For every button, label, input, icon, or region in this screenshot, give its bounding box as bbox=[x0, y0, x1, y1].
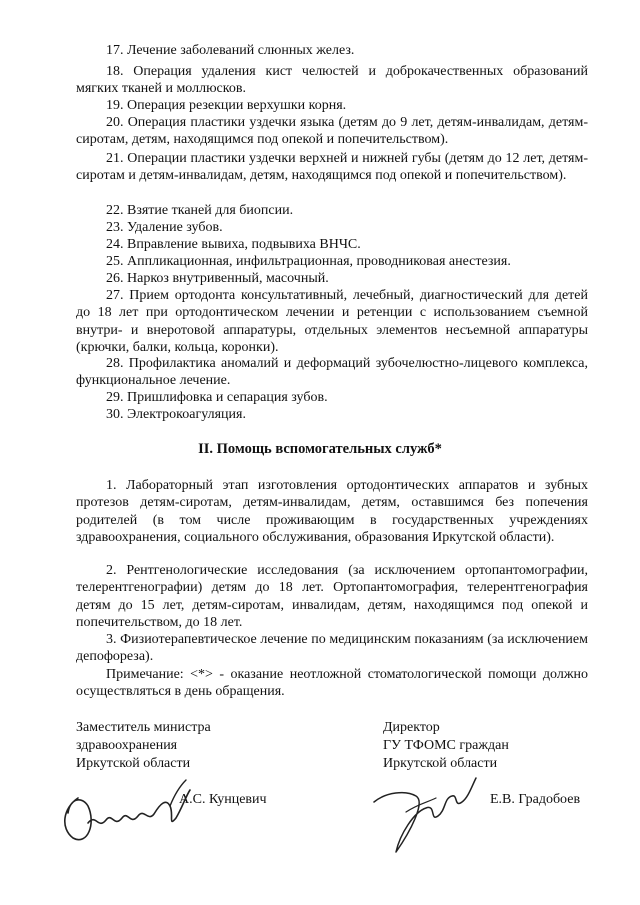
list-item: 17. Лечение заболеваний слюнных желез. bbox=[106, 43, 355, 58]
right-signatory-name: Е.В. Градобоев bbox=[490, 792, 581, 807]
list-item: 24. Вправление вывиха, подвывиха ВНЧС. bbox=[106, 237, 361, 252]
list-item: 26. Наркоз внутривенный, масочный. bbox=[106, 271, 329, 286]
list-item: 23. Удаление зубов. bbox=[106, 220, 223, 235]
list-item: 27. Прием ортодонта консультативный, лечебный, диагностический для детей до 18 лет при ортодонтическом лечении и ретенции с использованием съемной внутри- и внеротовой аппаратуры, отдельных элементов несъемной аппаратуры (крючки, балки, кольца, коронки). bbox=[76, 288, 588, 355]
left-signatory-title: здравоохранения bbox=[76, 738, 178, 753]
right-signatory-title: Директор bbox=[383, 720, 440, 735]
list-item: 20. Операция пластики уздечки языка (детям до 9 лет, детям-инвалидам, детям-сиротам, детям, находящимся под опекой и попечительством). bbox=[76, 115, 588, 148]
left-signatory-name: А.С. Кунцевич bbox=[179, 792, 267, 807]
right-signatory-title: ГУ ТФОМС граждан bbox=[383, 738, 509, 753]
section-heading: II. Помощь вспомогательных служб* bbox=[198, 441, 442, 457]
right-signatory-title: Иркутской области bbox=[383, 756, 498, 771]
section-item: 2. Рентгенологические исследования (за исключением ортопантомографии, телерентгенографии) детям до 18 лет. Ортопантомография, телерентгенография детям до 15 лет, детям-сиротам, инвалидам, детям, находящимся под опекой и попечительством, до 18 лет. bbox=[76, 563, 588, 630]
left-signatory-title: Заместитель министра bbox=[76, 720, 211, 735]
list-item: 25. Аппликационная, инфильтрационная, проводниковая анестезия. bbox=[106, 254, 511, 269]
section-item: 1. Лабораторный этап изготовления ортодонтических аппаратов и зубных протезов детям-сиротам, детям-инвалидам, детям, оставшимся без попечения родителей (в том числе проживающим в государственных учреждениях здравоохранения, социального обслуживания, образования Иркутской области). bbox=[76, 478, 588, 545]
list-item: 28. Профилактика аномалий и деформаций зубочелюстно-лицевого комплекса, функциональное лечение. bbox=[76, 356, 588, 389]
list-item: 18. Операция удаления кист челюстей и доброкачественных образований мягких тканей и моллюсков. bbox=[76, 64, 588, 97]
left-signatory-title: Иркутской области bbox=[76, 756, 191, 771]
list-item: 21. Операции пластики уздечки верхней и нижней губы (детям до 12 лет, детям-сиротам и детям-инвалидам, детям, находящимся под опекой и попечительством). bbox=[76, 151, 588, 184]
list-item: 29. Пришлифовка и сепарация зубов. bbox=[106, 390, 328, 405]
list-item: 22. Взятие тканей для биопсии. bbox=[106, 203, 294, 218]
list-item: 30. Электрокоагуляция. bbox=[106, 407, 246, 422]
note: Примечание: <*> - оказание неотложной стоматологической помощи должно осуществляться в день обращения. bbox=[76, 667, 588, 700]
list-item: 19. Операция резекции верхушки корня. bbox=[106, 98, 347, 113]
left-signature-icon bbox=[58, 768, 208, 848]
section-item: 3. Физиотерапевтическое лечение по медицинским показаниям (за исключением депофореза). bbox=[76, 632, 588, 665]
right-signature-icon bbox=[366, 772, 486, 862]
